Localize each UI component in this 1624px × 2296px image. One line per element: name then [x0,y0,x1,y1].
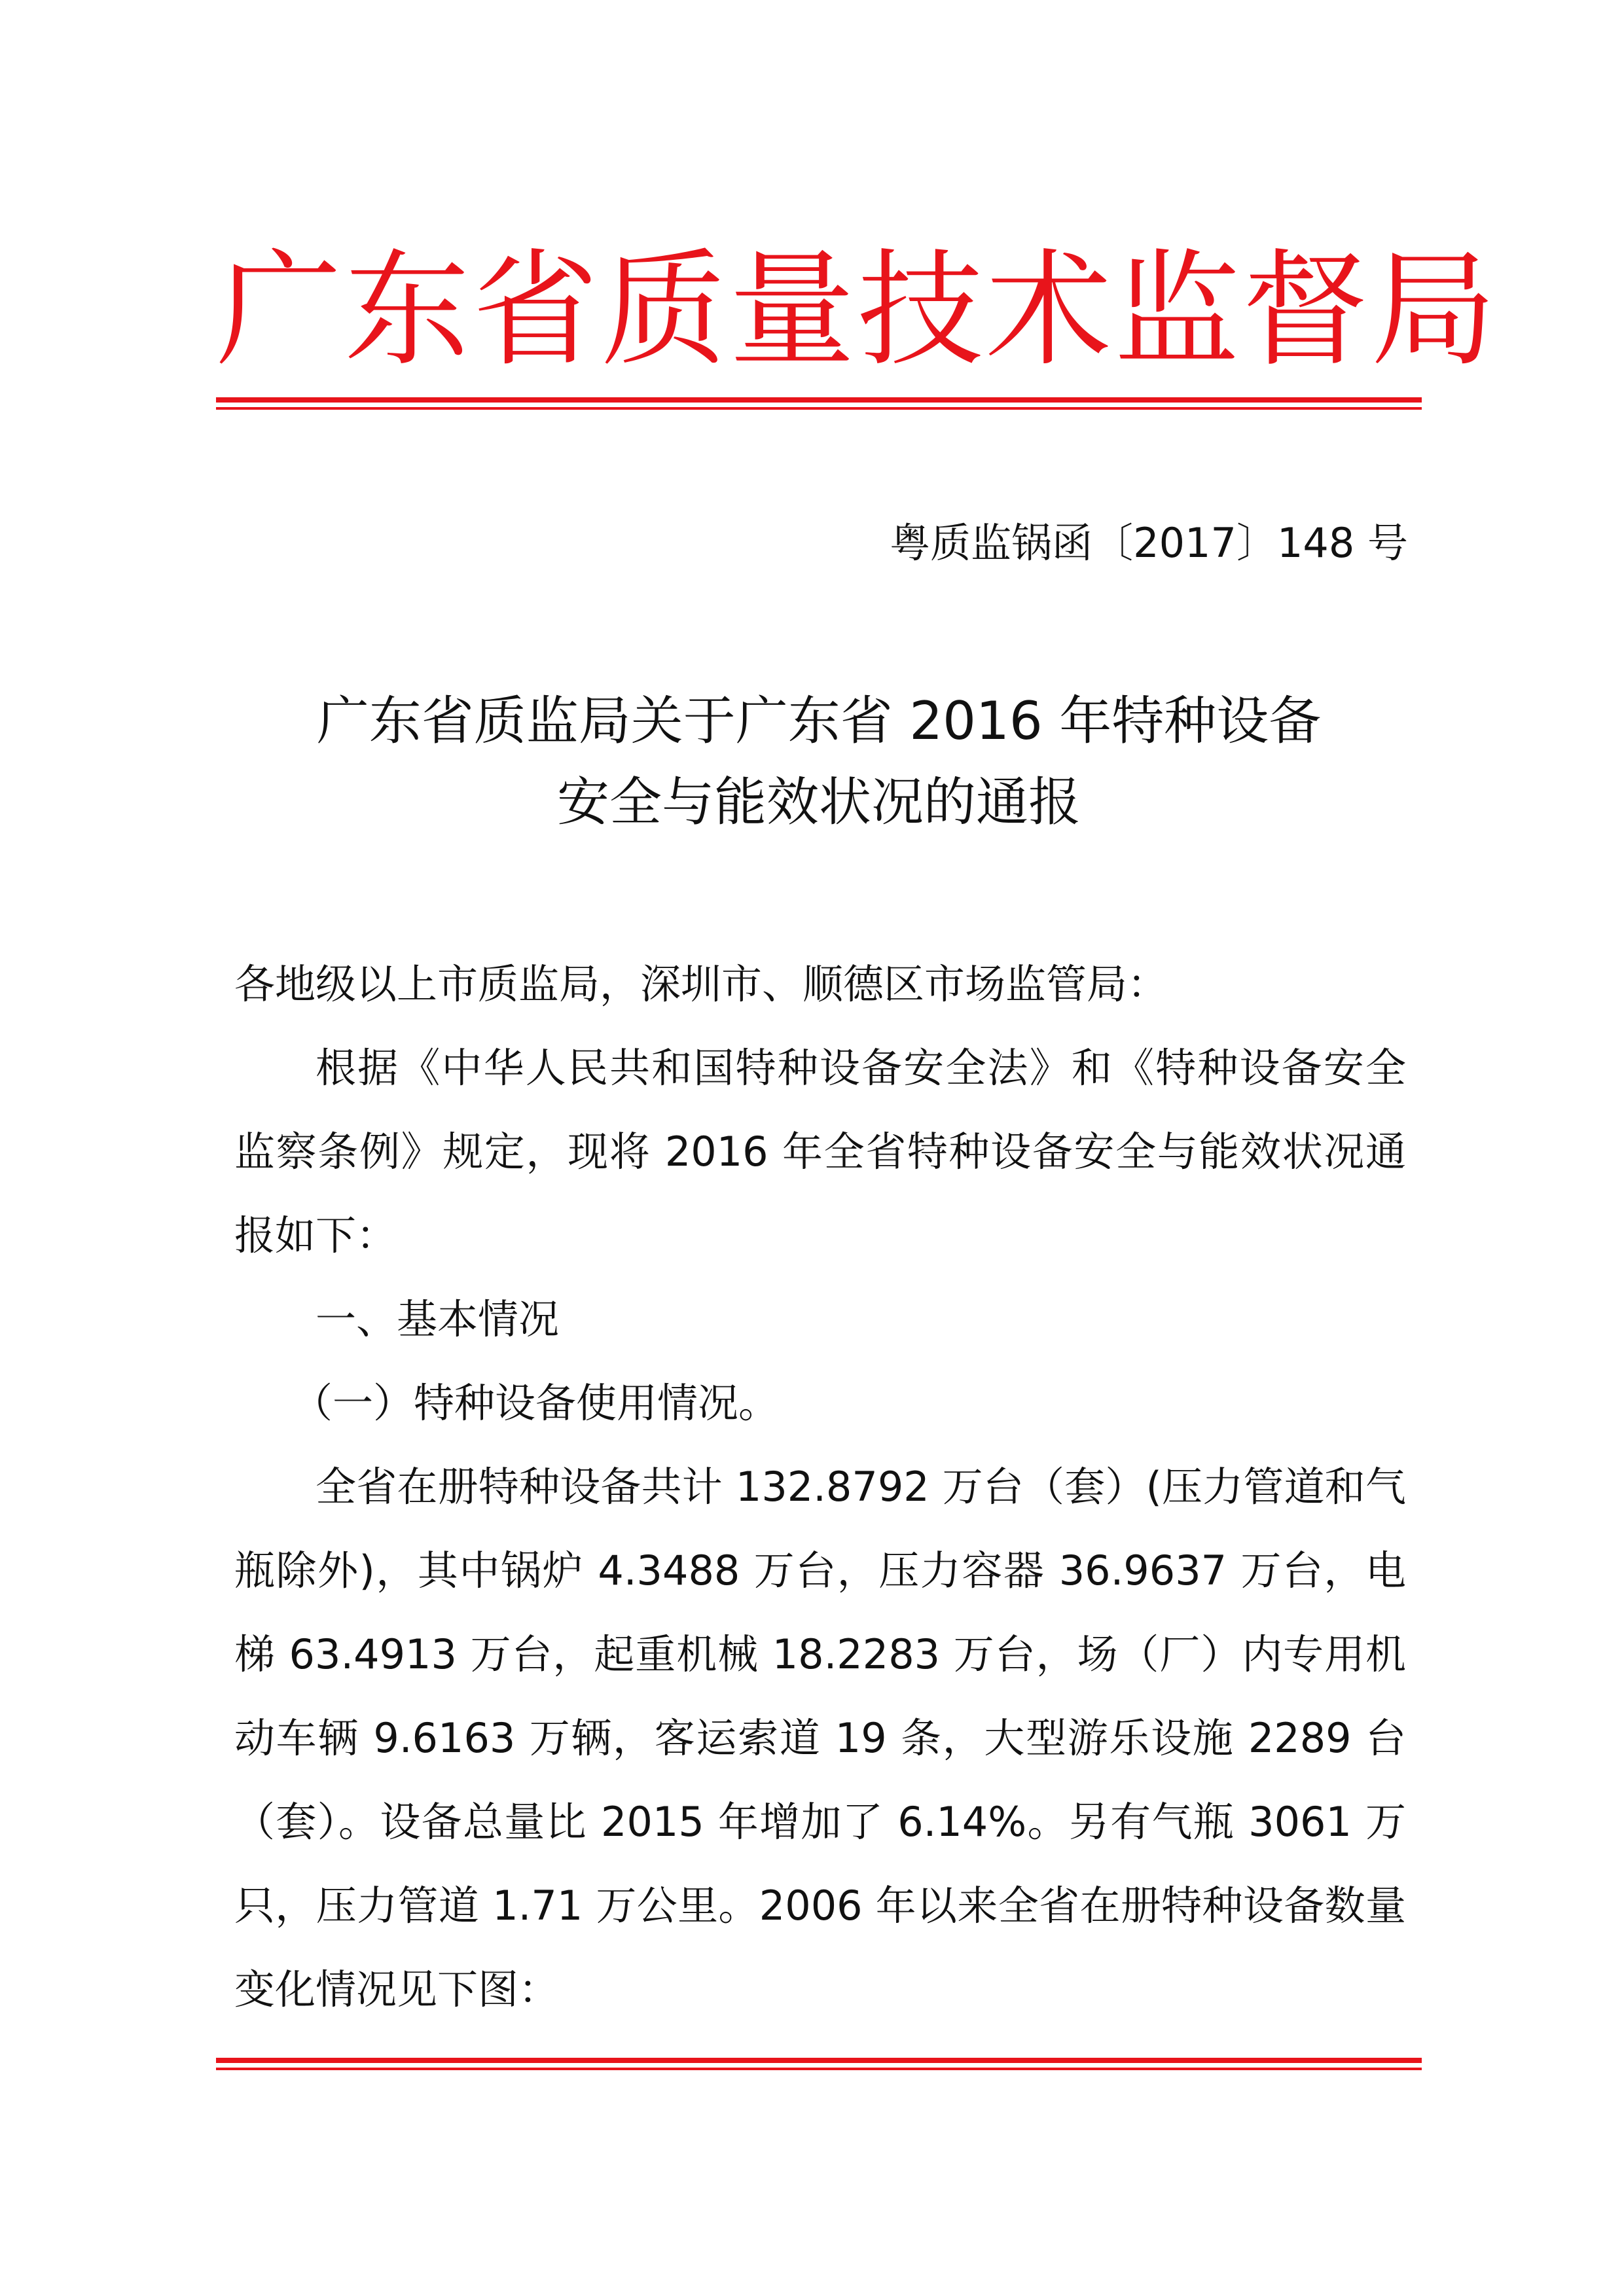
footer-rule-thin [216,2068,1422,2070]
header-rule-thin [216,407,1422,410]
footer-rule-thick [216,2058,1422,2063]
document-body [234,942,1406,2032]
intro-paragraph: 根据《中华人民共和国特种设备安全法》和《特种设备安全监察条例》规定，现将 2016 年全省特种设备安全与能效状况通报如下： [234,1044,1406,1259]
document-title-line-2: 安全与能效状况的通报 [557,772,1081,833]
document-title [216,681,1422,843]
subsection-heading-equipment-usage: （一）特种设备使用情况。 [292,1379,780,1427]
equipment-statistics-paragraph: 全省在册特种设备共计 132.8792 万台（套）(压力管道和气瓶除外)，其中锅炉 4.3488 万台，压力容器 36.9637 万台，电梯 63.4913 万台，起重机械 18.2283 万台，场（厂）内专用机动车辆 9.6163 万辆，客运索道 19 条，大型游乐设施 2289 台（套）。设备总量比 2015 年增加了 6.14%。另有气瓶 3061 万只，压力管道 1.71 万公里。2006 年以来全省在册特种设备数量变化情况见下图： [234,1463,1406,2013]
document-number: 粤质监锅函〔2017〕148 号 [890,519,1408,567]
masthead-title: 广东省质量技术监督局 [216,238,1499,384]
section-heading-basic-situation: 一、基本情况 [316,1295,560,1343]
salutation: 各地级以上市质监局，深圳市、顺德区市场监管局： [234,960,1168,1008]
header-rule-thick [216,397,1422,403]
document-title-line-1: 广东省质监局关于广东省 2016 年特种设备 [316,691,1322,751]
